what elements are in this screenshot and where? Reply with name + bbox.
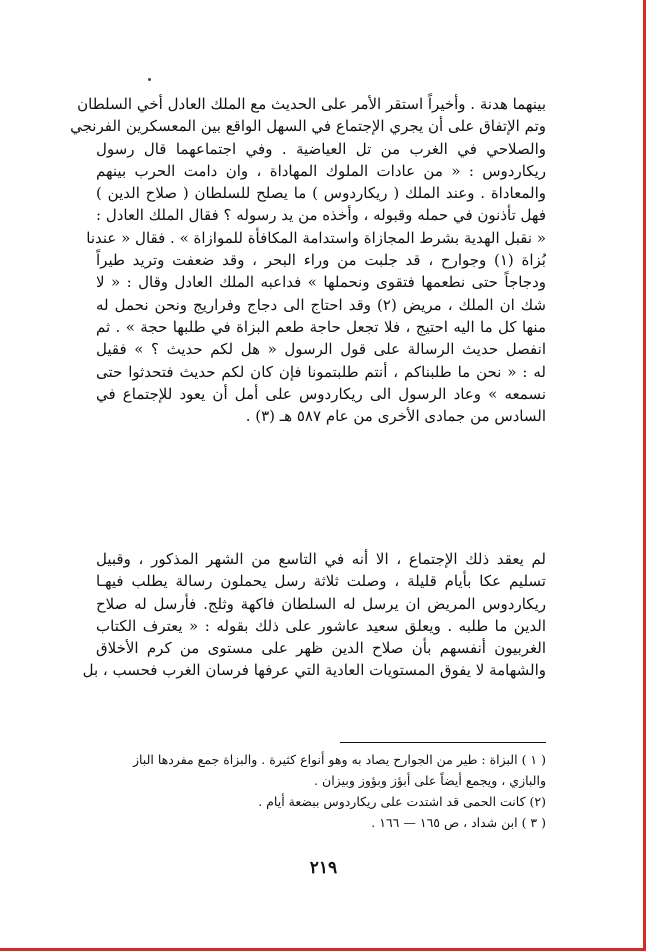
text-line: ريكاردوس : « من عادات الملوك المهاداة ، وان دامت الحرب بينهم bbox=[96, 161, 546, 180]
text-line: بُزاة (١) وجوارح ، قد جلبت من وراء البحر ، وقد ضعفت وتريد طيراً bbox=[96, 251, 546, 270]
footnote-line: ( ٣ ) ابن شداد ، ص ١٦٥ — ١٦٦ . bbox=[371, 815, 546, 830]
paragraph-1 bbox=[70, 93, 546, 427]
paragraph-2 bbox=[82, 548, 546, 682]
text-line: تسليم عكا بأيام قليلة ، وصلت ثلاثة رسل يحملون رسالة يطلب فيهـا bbox=[96, 572, 546, 591]
text-line: السادس من جمادى الأخرى من عام ٥٨٧ هـ (٣) . bbox=[245, 407, 546, 426]
text-line: وتم الإتفاق على أن يجري الإجتماع في السهل الواقع بين المعسكرين الفرنجي bbox=[70, 117, 546, 136]
text-line: ريكاردوس المريض ان يرسل له السلطان فاكهة وثلج. فأرسل له صلاح bbox=[96, 594, 546, 613]
text-line: فهل تأذنون في حمله وقبوله ، وأخذه من يد رسوله ؟ فقال الملك العادل : bbox=[96, 206, 546, 225]
footnotes bbox=[96, 749, 546, 833]
text-line: لم يعقد ذلك الإجتماع ، الا أنه في التاسع من الشهر المذكور ، وقبيل bbox=[96, 550, 546, 568]
footnote-divider bbox=[340, 742, 546, 743]
text-line: ودجاجاً حتى نطعمها فتقوى ونحملها » فداعبه الملك العادل وقال : « لا bbox=[96, 273, 546, 292]
text-line: له : « نحن ما طلبناكم ، أنتم طلبتمونا فإن كان لكم حديث فتحدثوا حتى bbox=[96, 362, 546, 381]
text-line: بينهما هدنة . وأخيراً استقر الأمر على الحديث مع الملك العادل أخي السلطان bbox=[77, 95, 546, 113]
page-number: ٢١٩ bbox=[309, 858, 338, 878]
text-line: « نقبل الهدية بشرط المجازاة واستدامة المكافأة للموازاة » . فقال « عندنا bbox=[86, 228, 546, 247]
footnote-line: والبازي ، ويجمع أيضاً على أبؤز وبؤوز وبيزان . bbox=[314, 773, 546, 788]
text-line: الدين ما طلبه . ويعلق سعيد عاشور على ذلك بقوله : « يعترف الكتاب bbox=[96, 616, 546, 635]
footnote-line: (٢) كانت الحمى قد اشتدت على ريكاردوس ببضعة أيام . bbox=[258, 794, 546, 809]
stray-mark bbox=[148, 78, 151, 81]
text-line: شك ان الملك ، مريض (٢) وقد احتاج الى دجاج وفراريج ونحن نحمل له bbox=[96, 295, 546, 314]
text-line: نسمعه » وعاد الرسول الى ريكاردوس على أمل أن يعود للإجتماع في bbox=[96, 384, 546, 403]
text-line: والشهامة لا يفوق المستويات العادية التي عرفها فرسان الغرب فحسب ، بل bbox=[82, 661, 546, 680]
text-line: والصلاحي في الغرب من تل العياضية . وفي اجتماعهما قال رسول bbox=[96, 139, 546, 158]
footnote-line: ( ١ ) البزاة : طير من الجوارح يصاد به وهو أنواع كثيرة . والبزاة جمع مفردها الباز bbox=[132, 752, 546, 767]
text-line: منها كل ما اليه احتيج ، فلا تجعل حاجة طعم البزاة في طلبها حجة » . ثم bbox=[96, 317, 546, 336]
text-line: انفصل حديث الرسالة على قول الرسول « هل لكم حديث ؟ » فقيل bbox=[96, 340, 546, 359]
text-line: الغربيون أنفسهم بأن صلاح الدين ظهر على مستوى من كرم الأخلاق bbox=[96, 639, 546, 658]
text-line: والمعاداة . وعند الملك ( ريكاردوس ) ما يصلح للسلطان ( صلاح الدين ) bbox=[96, 184, 546, 203]
